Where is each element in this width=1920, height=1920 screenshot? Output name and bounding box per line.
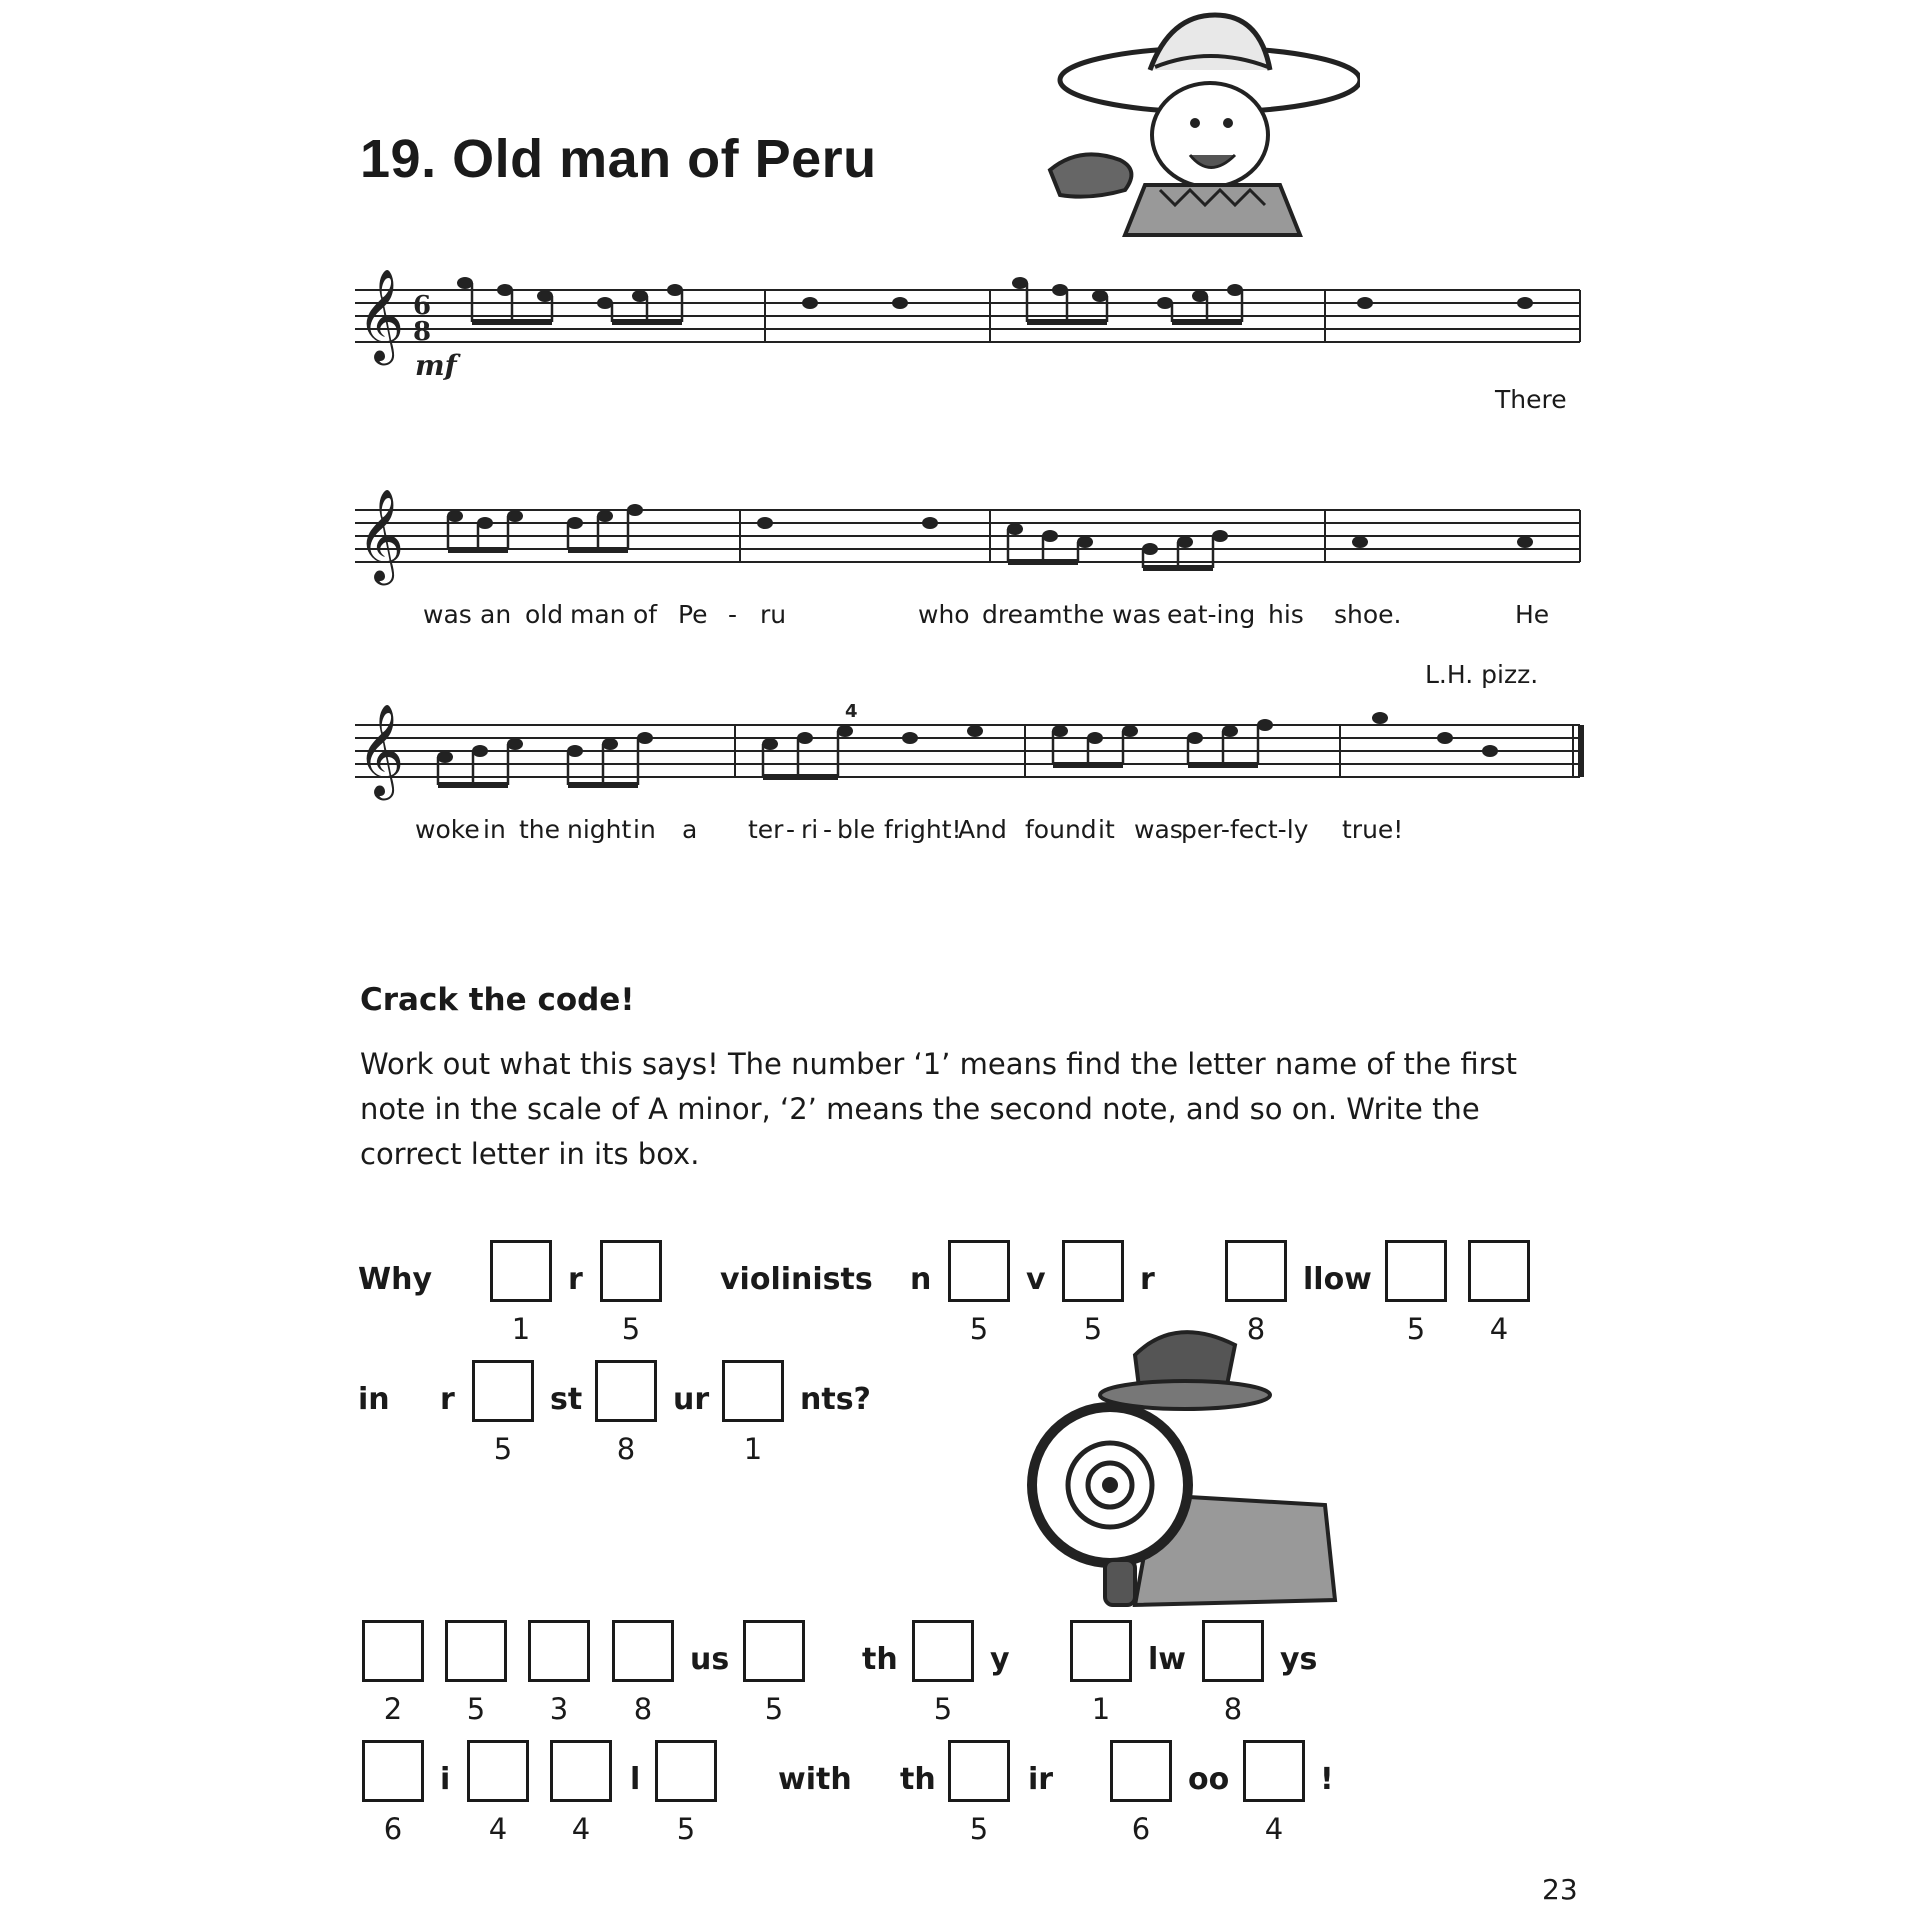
answer-box[interactable] <box>1243 1740 1305 1802</box>
lyric: shoe. <box>1334 600 1402 629</box>
answer-box[interactable] <box>948 1740 1010 1802</box>
answer-box[interactable] <box>550 1740 612 1802</box>
answer-box[interactable] <box>467 1740 529 1802</box>
lyric-there: There <box>1495 385 1567 414</box>
code-text: ur <box>673 1382 710 1417</box>
code-text: ! <box>1320 1762 1334 1797</box>
code-number: 5 <box>1083 1312 1103 1346</box>
answer-box[interactable] <box>1385 1240 1447 1302</box>
lyric: in <box>483 815 506 844</box>
puzzle-heading: Crack the code! <box>360 982 635 1018</box>
answer-box[interactable] <box>612 1620 674 1682</box>
answer-box[interactable] <box>362 1740 424 1802</box>
code-number: 4 <box>1264 1812 1284 1846</box>
answer-box[interactable] <box>362 1620 424 1682</box>
lyric: in <box>633 815 656 844</box>
code-text: nts? <box>800 1382 871 1417</box>
lyric: dreamt <box>982 600 1073 629</box>
lyric: ru <box>760 600 787 629</box>
code-text: th <box>862 1642 898 1677</box>
code-text: v <box>1026 1262 1046 1297</box>
lyric: And <box>958 815 1007 844</box>
answer-box[interactable] <box>1202 1620 1264 1682</box>
answer-box[interactable] <box>1468 1240 1530 1302</box>
lyric: man <box>570 600 626 629</box>
answer-box[interactable] <box>528 1620 590 1682</box>
code-number: 8 <box>633 1692 653 1726</box>
code-number: 4 <box>488 1812 508 1846</box>
lyric: He <box>1515 600 1550 629</box>
answer-box[interactable] <box>948 1240 1010 1302</box>
answer-box[interactable] <box>912 1620 974 1682</box>
music-staff-3 <box>355 695 1590 795</box>
code-number: 8 <box>616 1432 636 1466</box>
code-number: 5 <box>621 1312 641 1346</box>
music-staff-1 <box>355 270 1585 380</box>
code-text: r <box>1140 1262 1155 1297</box>
lyric: true! <box>1342 815 1404 844</box>
detective-illustration <box>1025 1315 1345 1615</box>
answer-box[interactable] <box>600 1240 662 1302</box>
code-number: 5 <box>493 1432 513 1466</box>
code-number: 5 <box>764 1692 784 1726</box>
lyric: his <box>1268 600 1304 629</box>
page-number: 23 <box>1542 1873 1578 1906</box>
puzzle-instructions: Work out what this says! The number ‘1’ means find the letter name of the first note in the scale of A minor, ‘2’ means the second note, and so on. Write the correct letter in its box. <box>360 1047 1517 1171</box>
lyric: ble <box>837 815 876 844</box>
code-number: 4 <box>1489 1312 1509 1346</box>
code-text: Why <box>358 1262 433 1297</box>
code-text: in <box>358 1382 390 1417</box>
answer-box[interactable] <box>1062 1240 1124 1302</box>
code-text: violinists <box>720 1262 873 1297</box>
sombrero-man-illustration <box>1030 5 1360 245</box>
code-number: 1 <box>511 1312 531 1346</box>
lyric: - <box>728 600 738 629</box>
code-text: lw <box>1148 1642 1186 1677</box>
lyric: it <box>1098 815 1115 844</box>
lyric: woke <box>415 815 480 844</box>
answer-box[interactable] <box>743 1620 805 1682</box>
code-number: 5 <box>1406 1312 1426 1346</box>
lyric: of <box>633 600 658 629</box>
lyric: fright! <box>884 815 962 844</box>
code-text: ir <box>1028 1762 1054 1797</box>
code-text: oo <box>1188 1762 1230 1797</box>
code-number: 5 <box>969 1312 989 1346</box>
code-text: us <box>690 1642 730 1677</box>
lyric: old <box>525 600 564 629</box>
lyric: he <box>1073 600 1105 629</box>
music-staff-2 <box>355 490 1585 580</box>
song-title: 19. Old man of Peru <box>360 129 877 189</box>
answer-box[interactable] <box>472 1360 534 1422</box>
code-number: 8 <box>1223 1692 1243 1726</box>
lyric: was <box>1112 600 1161 629</box>
lyric: eat-ing <box>1167 600 1256 629</box>
answer-box[interactable] <box>1070 1620 1132 1682</box>
code-number: 5 <box>676 1812 696 1846</box>
lyric: the <box>519 815 561 844</box>
svg-text:6: 6 <box>413 291 432 321</box>
svg-text:𝄞: 𝄞 <box>357 488 405 581</box>
svg-text:8: 8 <box>413 317 432 347</box>
lyric: Pe <box>678 600 708 629</box>
code-text: th <box>900 1762 936 1797</box>
svg-text:𝄞: 𝄞 <box>357 268 405 361</box>
lyric: found <box>1025 815 1097 844</box>
answer-box[interactable] <box>1110 1740 1172 1802</box>
answer-box[interactable] <box>1225 1240 1287 1302</box>
code-number: 6 <box>383 1812 403 1846</box>
code-text: r <box>568 1262 583 1297</box>
lyric: ter <box>748 815 784 844</box>
left-hand-pizzicato-marking: L.H. pizz. <box>1425 660 1539 689</box>
code-text: llow <box>1303 1262 1372 1297</box>
lyric: per-fect-ly <box>1181 815 1309 844</box>
code-text: y <box>990 1642 1010 1677</box>
lyric: night <box>567 815 632 844</box>
lyric: was <box>423 600 472 629</box>
answer-box[interactable] <box>722 1360 784 1422</box>
code-number: 4 <box>571 1812 591 1846</box>
code-number: 6 <box>1131 1812 1151 1846</box>
code-text: st <box>550 1382 583 1417</box>
code-number: 8 <box>1246 1312 1266 1346</box>
answer-box[interactable] <box>595 1360 657 1422</box>
code-number: 1 <box>743 1432 763 1466</box>
code-text: i <box>440 1762 451 1797</box>
lyric: ri <box>801 815 819 844</box>
code-text: with <box>778 1762 852 1797</box>
fingering-mark: 4 <box>845 701 858 722</box>
answer-box[interactable] <box>655 1740 717 1802</box>
lyric: - <box>823 815 833 844</box>
code-number: 1 <box>1091 1692 1111 1726</box>
code-text: r <box>440 1382 455 1417</box>
code-number: 3 <box>549 1692 569 1726</box>
lyric: - <box>786 815 796 844</box>
lyric: a <box>682 815 698 844</box>
code-number: 5 <box>969 1812 989 1846</box>
dynamic-marking: mf <box>415 349 457 382</box>
code-number: 5 <box>933 1692 953 1726</box>
answer-box[interactable] <box>490 1240 552 1302</box>
code-text: l <box>630 1762 641 1797</box>
lyric: who <box>918 600 970 629</box>
code-text: n <box>910 1262 932 1297</box>
lyric: was <box>1134 815 1183 844</box>
code-text: ys <box>1280 1642 1318 1677</box>
svg-text:𝄞: 𝄞 <box>357 703 405 796</box>
code-number: 5 <box>466 1692 486 1726</box>
lyric: an <box>480 600 512 629</box>
answer-box[interactable] <box>445 1620 507 1682</box>
code-number: 2 <box>383 1692 403 1726</box>
